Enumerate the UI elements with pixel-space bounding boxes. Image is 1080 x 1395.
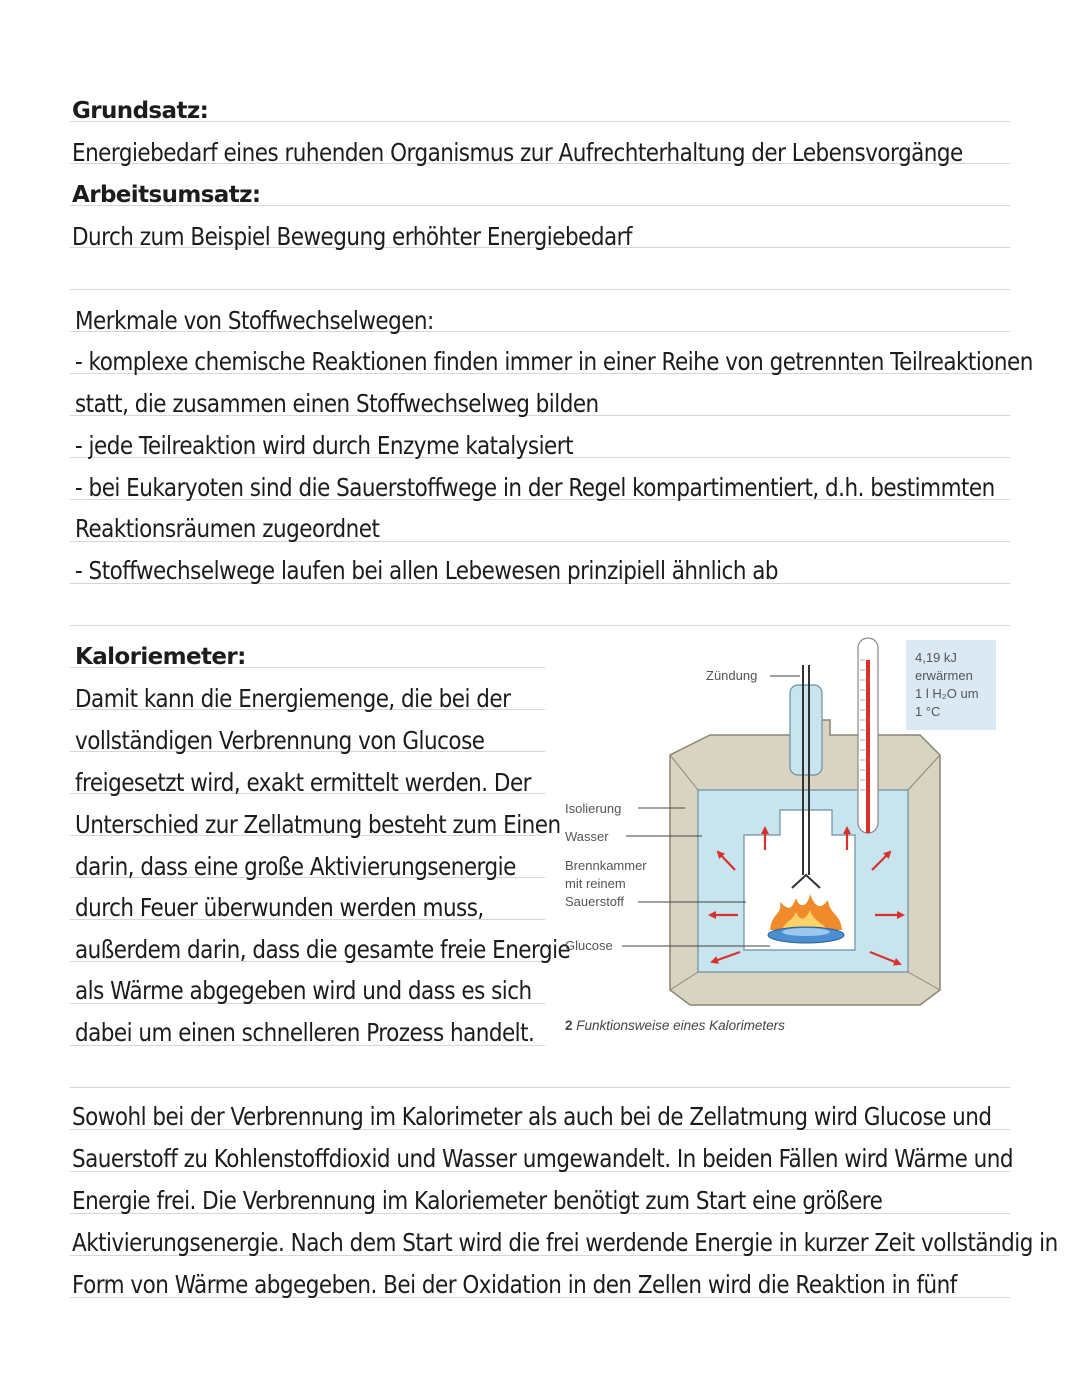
merkmale-line: Merkmale von Stoffwechselwegen: [75,306,434,335]
label-brennkammer: Sauerstoff [565,894,625,909]
heading-arbeitsumsatz: Arbeitsumsatz: [72,182,261,208]
heading-kaloriemeter: Kaloriemeter: [75,644,246,670]
kaloriemeter-line: außerdem darin, dass die gesamte freie Energie [75,935,571,964]
merkmale-line: - Stoffwechselwege laufen bei allen Lebewesen prinzipiell ähnlich ab [75,556,779,585]
text-arbeitsumsatz: Durch zum Beispiel Bewegung erhöhter Energiebedarf [72,222,632,251]
kaloriemeter-line: vollständigen Verbrennung von Glucose [75,726,485,755]
kaloriemeter-line: freigesetzt wird, exakt ermittelt werden. Der [75,768,532,797]
merkmale-line: statt, die zusammen einen Stoffwechselweg bilden [75,389,599,418]
label-brennkammer: Brennkammer [565,858,647,873]
conclusion-line: Sauerstoff zu Kohlenstoffdioxid und Wasser umgewandelt. In beiden Fällen wird Wärme und [72,1144,1013,1173]
caption-number: 2 [565,1018,573,1033]
kaloriemeter-line: darin, dass eine große Aktivierungsenergie [75,852,516,881]
figure-caption [565,1018,785,1033]
kaloriemeter-line: durch Feuer überwunden werden muss, [75,893,484,922]
conclusion-line: Form von Wärme abgegeben. Bei der Oxidation in den Zellen wird die Reaktion in fünf [72,1270,957,1299]
kaloriemeter-line: Damit kann die Energiemenge, die bei der [75,684,511,713]
rule-line [70,289,1010,290]
label-glucose: Glucose [565,938,613,953]
info-line: 1 °C [915,704,941,719]
merkmale-line: - komplexe chemische Reaktionen finden immer in einer Reihe von getrennten Teilreaktionen [75,347,1033,376]
conclusion-line: Energie frei. Die Verbrennung im Kaloriemeter benötigt zum Start eine größere [72,1186,883,1215]
heading-grundsatz: Grundsatz: [72,98,209,124]
info-line: 4,19 kJ [915,650,957,665]
merkmale-line: - bei Eukaryoten sind die Sauerstoffwege in der Regel kompartimentiert, d.h. bestimmten [75,473,995,502]
text-grundsatz: Energiebedarf eines ruhenden Organismus zur Aufrechterhaltung der Lebensvorgänge [72,138,963,167]
conclusion-line: Aktivierungsenergie. Nach dem Start wird die frei werdende Energie in kurzer Zeit vollständig in [72,1228,1058,1257]
kaloriemeter-line: Unterschied zur Zellatmung besteht zum Einen [75,810,561,839]
kaloriemeter-line: dabei um einen schnelleren Prozess handelt. [75,1018,535,1047]
merkmale-line: Reaktionsräumen zugeordnet [75,514,380,543]
label-wasser: Wasser [565,829,609,844]
ignition-neck [790,685,822,775]
label-isolierung: Isolierung [565,801,622,816]
label-zuendung: Zündung [706,668,758,683]
info-line: erwärmen [915,668,973,683]
rule-line [70,1087,1010,1088]
conclusion-line: Sowohl bei der Verbrennung im Kalorimeter als auch bei de Zellatmung wird Glucose und [72,1102,992,1131]
caption-text: Funktionsweise eines Kalorimeters [576,1018,785,1033]
info-line: 1 l H₂O um [915,686,979,701]
label-brennkammer: mit reinem [565,876,626,891]
kaloriemeter-line: als Wärme abgegeben wird und dass es sich [75,976,532,1005]
rule-line [70,625,1010,626]
glucose-dish-top [782,928,830,936]
rule-line [70,121,1010,122]
merkmale-line: - jede Teilreaktion wird durch Enzyme katalysiert [75,431,573,460]
